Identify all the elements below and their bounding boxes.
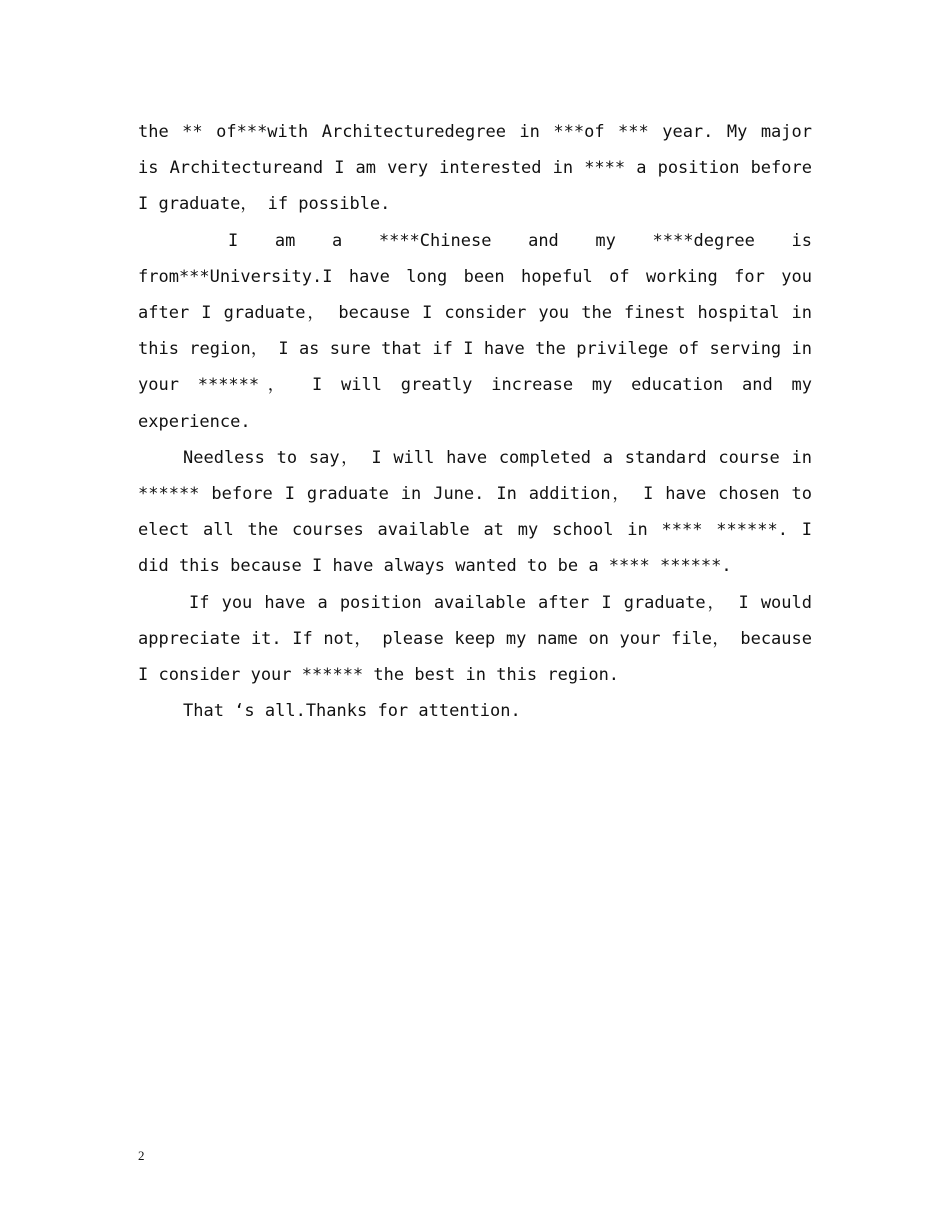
paragraph-closing: That ‘s all.Thanks for attention. — [183, 701, 521, 722]
paragraph-courses: Needless to say， I will have completed a standard course in ****** before I graduate in June. In addition， I have chosen to elect all the courses available at my school in **** ******. I did this because I have always wanted to be a **** ******. — [138, 447, 812, 577]
paragraph-request: If you have a position available after I graduate， I would appreciate it. If not， please keep my name on your file， because I consider your ****** the best in this region. — [138, 592, 812, 686]
paragraph-background: I am a ****Chinese and my ****degree is from***University.I have long been hopeful of working for you after I graduate， because I consider you the finest hospital in this region， I as sure that if I have the privilege of serving in your ******， I will greatly increase my education and my experience. — [138, 230, 812, 432]
page-number: 2 — [138, 1148, 145, 1163]
body-text — [138, 114, 812, 729]
paragraph-intro-continued: the ** of***with Architecturedegree in ***of *** year. My major is Architectureand I am very interested in **** a position before I graduate， if possible. — [138, 122, 812, 215]
